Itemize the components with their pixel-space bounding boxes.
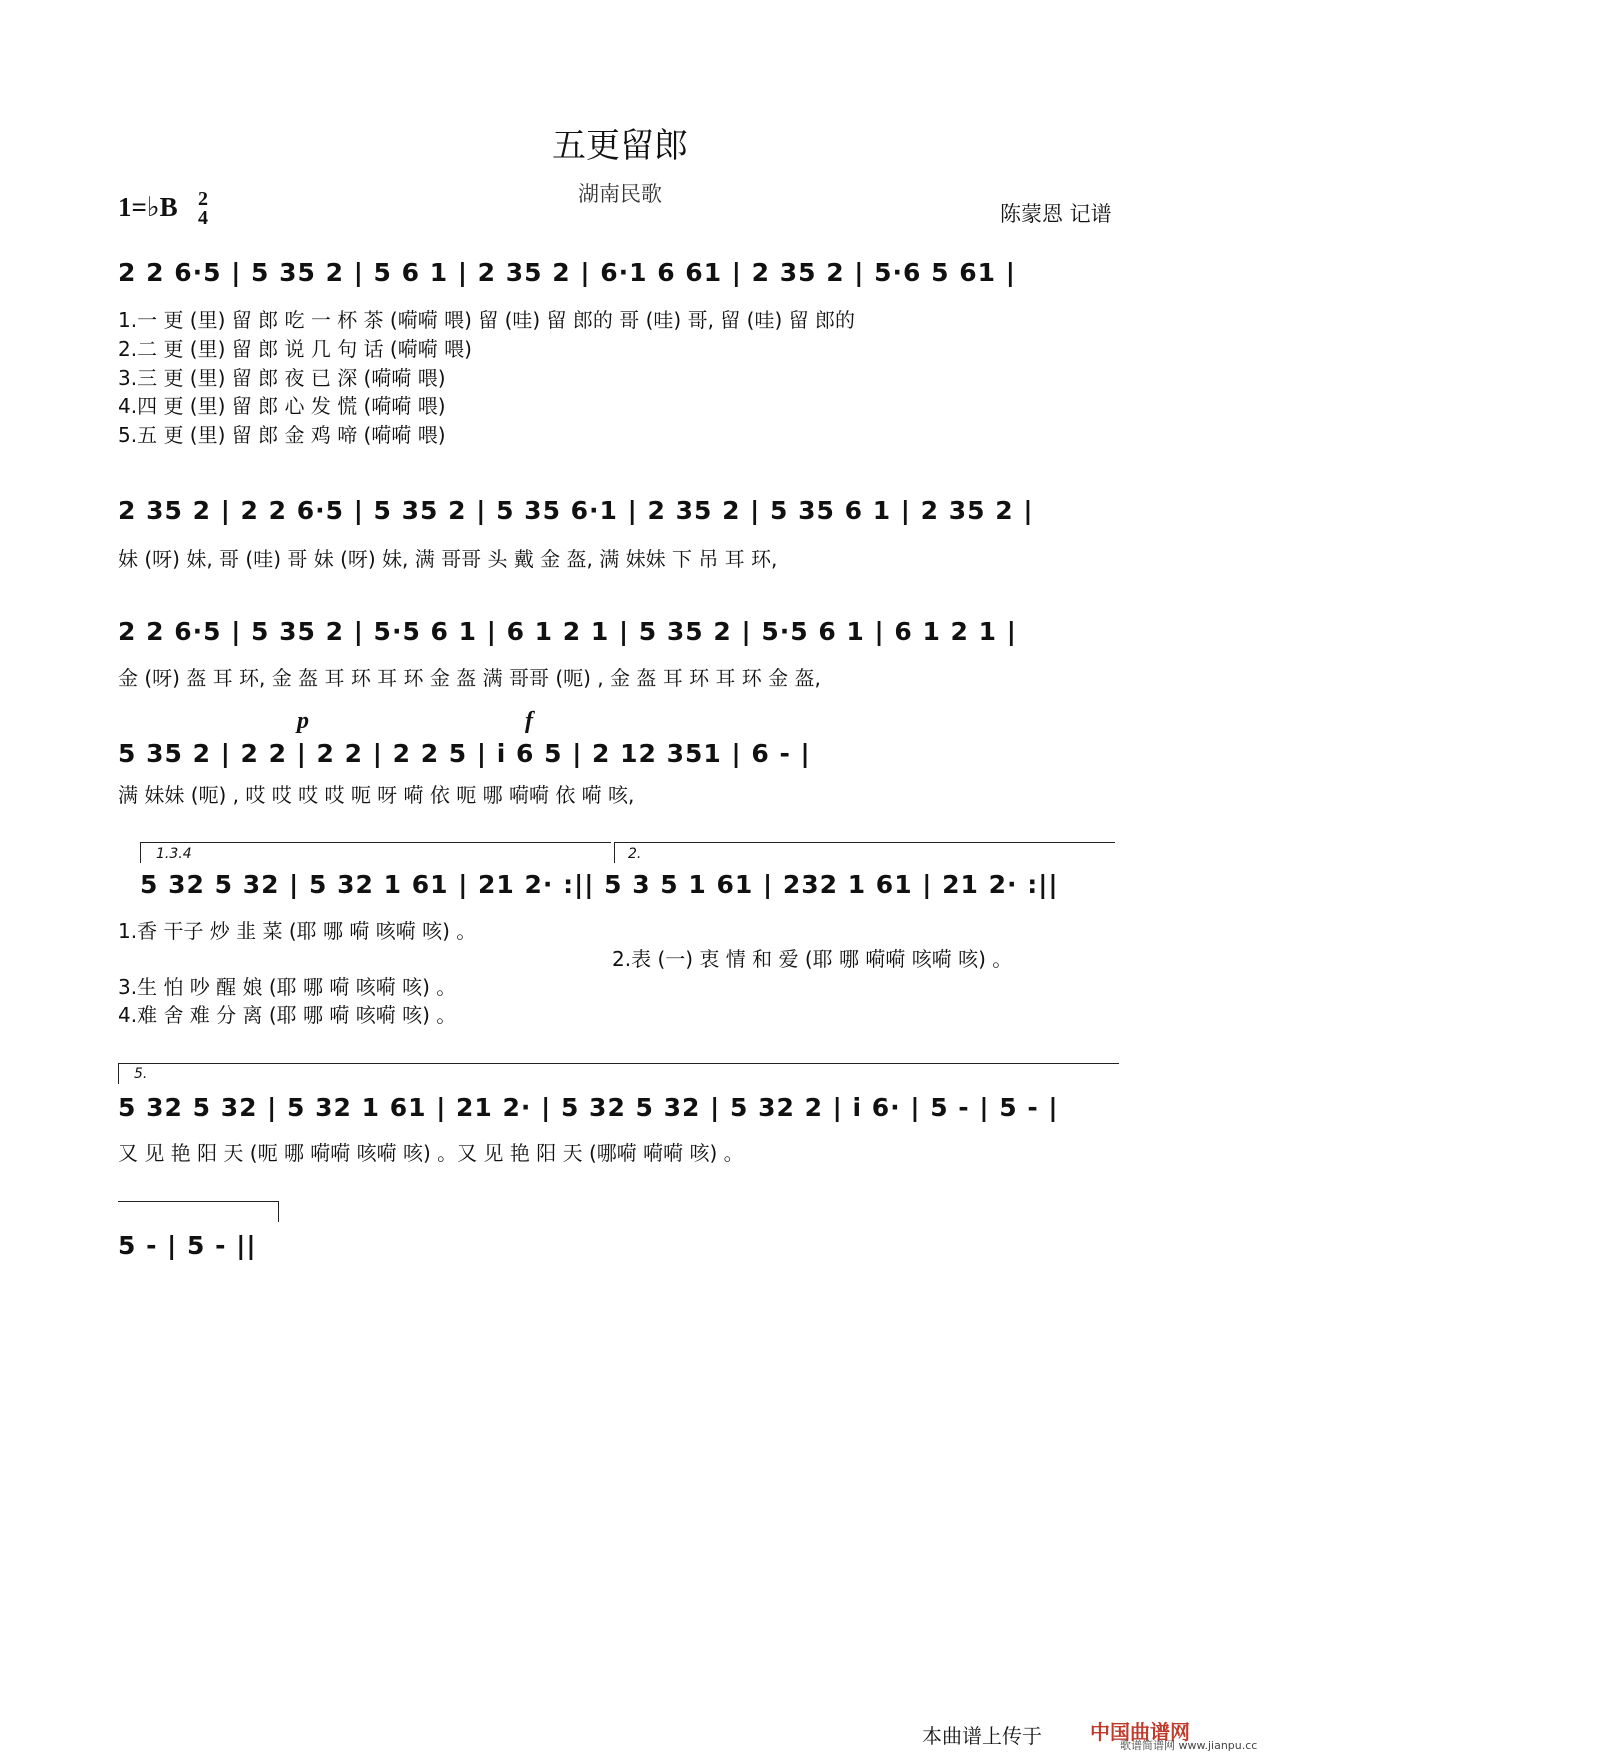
lyric-line-2: 妹 (呀) 妹, 哥 (哇) 哥 妹 (呀) 妹, 满 哥哥 头 戴 金 盔, 满 妹妹 下 吊 耳 环, xyxy=(118,547,778,571)
lyric-line-1-verse-3: 3.三 更 (里) 留 郎 夜 已 深 (嗬嗬 喂) xyxy=(118,366,446,390)
lyric-line-1-verse-4: 4.四 更 (里) 留 郎 心 发 慌 (嗬嗬 喂) xyxy=(118,394,446,418)
notation-line-3: 2 2 6·5 | 5 35 2 | 5·5 6 1 | 6 1 2 1 | 5 35 2 | 5·5 6 1 | 6 1 2 1 | xyxy=(118,617,1017,646)
song-title: 五更留郎 xyxy=(552,126,688,166)
volta-end-bracket xyxy=(118,1201,279,1222)
upload-note: 本曲谱上传于 xyxy=(922,1724,1042,1748)
lyric-line-5-verse-1: 1.香 干子 炒 韭 菜 (耶 哪 嗬 咳嗬 咳) 。 xyxy=(118,919,477,943)
volta-bracket-5 xyxy=(118,1063,1119,1084)
lyric-line-1-verse-5: 5.五 更 (里) 留 郎 金 鸡 啼 (嗬嗬 喂) xyxy=(118,423,446,447)
volta-label-1: 1.3.4 xyxy=(156,846,192,862)
notation-line-4: 5 35 2 | 2 2 | 2 2 | 2 2 5 | i 6 5 | 2 12 351 | 6 - | xyxy=(118,739,811,768)
lyric-line-5-verse-3: 3.生 怕 吵 醒 娘 (耶 哪 嗬 咳嗬 咳) 。 xyxy=(118,975,457,999)
notation-line-1: 2 2 6·5 | 5 35 2 | 5 6 1 | 2 35 2 | 6·1 6 61 | 2 35 2 | 5·6 5 61 | xyxy=(118,258,1016,287)
time-bottom: 4 xyxy=(198,207,208,229)
watermark: 歌谱简谱网 www.jianpu.cc xyxy=(1120,1739,1258,1752)
lyric-line-4: 满 妹妹 (呃) , 哎 哎 哎 哎 呃 呀 嗬 依 呃 哪 嗬嗬 依 嗬 咳, xyxy=(118,783,635,807)
dynamic-piano: p xyxy=(297,708,309,734)
lyric-line-6: 又 见 艳 阳 天 (呃 哪 嗬嗬 咳嗬 咳) 。又 见 艳 阳 天 (哪嗬 嗬嗬 咳) 。 xyxy=(118,1141,744,1165)
notation-line-5: 5 32 5 32 | 5 32 1 61 | 21 2· :|| 5 3 5 1 61 | 232 1 61 | 21 2· :|| xyxy=(140,870,1059,899)
volta-bracket-1 xyxy=(140,842,611,863)
lyric-line-1-verse-1: 1.一 更 (里) 留 郎 吃 一 杯 茶 (嗬嗬 喂) 留 (哇) 留 郎的 哥 (哇) 哥, 留 (哇) 留 郎的 xyxy=(118,308,855,332)
lyric-line-5-verse-4: 4.难 舍 难 分 离 (耶 哪 嗬 咳嗬 咳) 。 xyxy=(118,1003,457,1027)
lyric-line-5-verse-2: 2.表 (一) 衷 情 和 爱 (耶 哪 嗬嗬 咳嗬 咳) 。 xyxy=(612,947,1013,971)
dynamic-forte: f xyxy=(525,708,533,734)
key-signature: 1=♭B xyxy=(118,192,178,222)
volta-label-5: 5. xyxy=(134,1066,148,1082)
song-subtitle: 湖南民歌 xyxy=(578,182,662,206)
recorder-credit: 陈蒙恩 记谱 xyxy=(1000,202,1112,226)
lyric-line-3: 金 (呀) 盔 耳 环, 金 盔 耳 环 耳 环 金 盔 满 哥哥 (呃) , 金 盔 耳 环 耳 环 金 盔, xyxy=(118,666,821,690)
notation-line-6: 5 32 5 32 | 5 32 1 61 | 21 2· | 5 32 5 32 | 5 32 2 | i 6· | 5 - | 5 - | xyxy=(118,1093,1059,1122)
lyric-line-1-verse-2: 2.二 更 (里) 留 郎 说 几 句 话 (嗬嗬 喂) xyxy=(118,337,472,361)
time-signature xyxy=(198,190,208,228)
brand-logo: 中国曲谱网 xyxy=(1090,1720,1190,1744)
volta-bracket-2 xyxy=(614,842,1115,863)
time-top: 2 xyxy=(198,188,208,210)
notation-line-7: 5 - | 5 - || xyxy=(118,1231,257,1260)
notation-line-2: 2 35 2 | 2 2 6·5 | 5 35 2 | 5 35 6·1 | 2 35 2 | 5 35 6 1 | 2 35 2 | xyxy=(118,496,1034,525)
volta-label-2: 2. xyxy=(628,846,642,862)
